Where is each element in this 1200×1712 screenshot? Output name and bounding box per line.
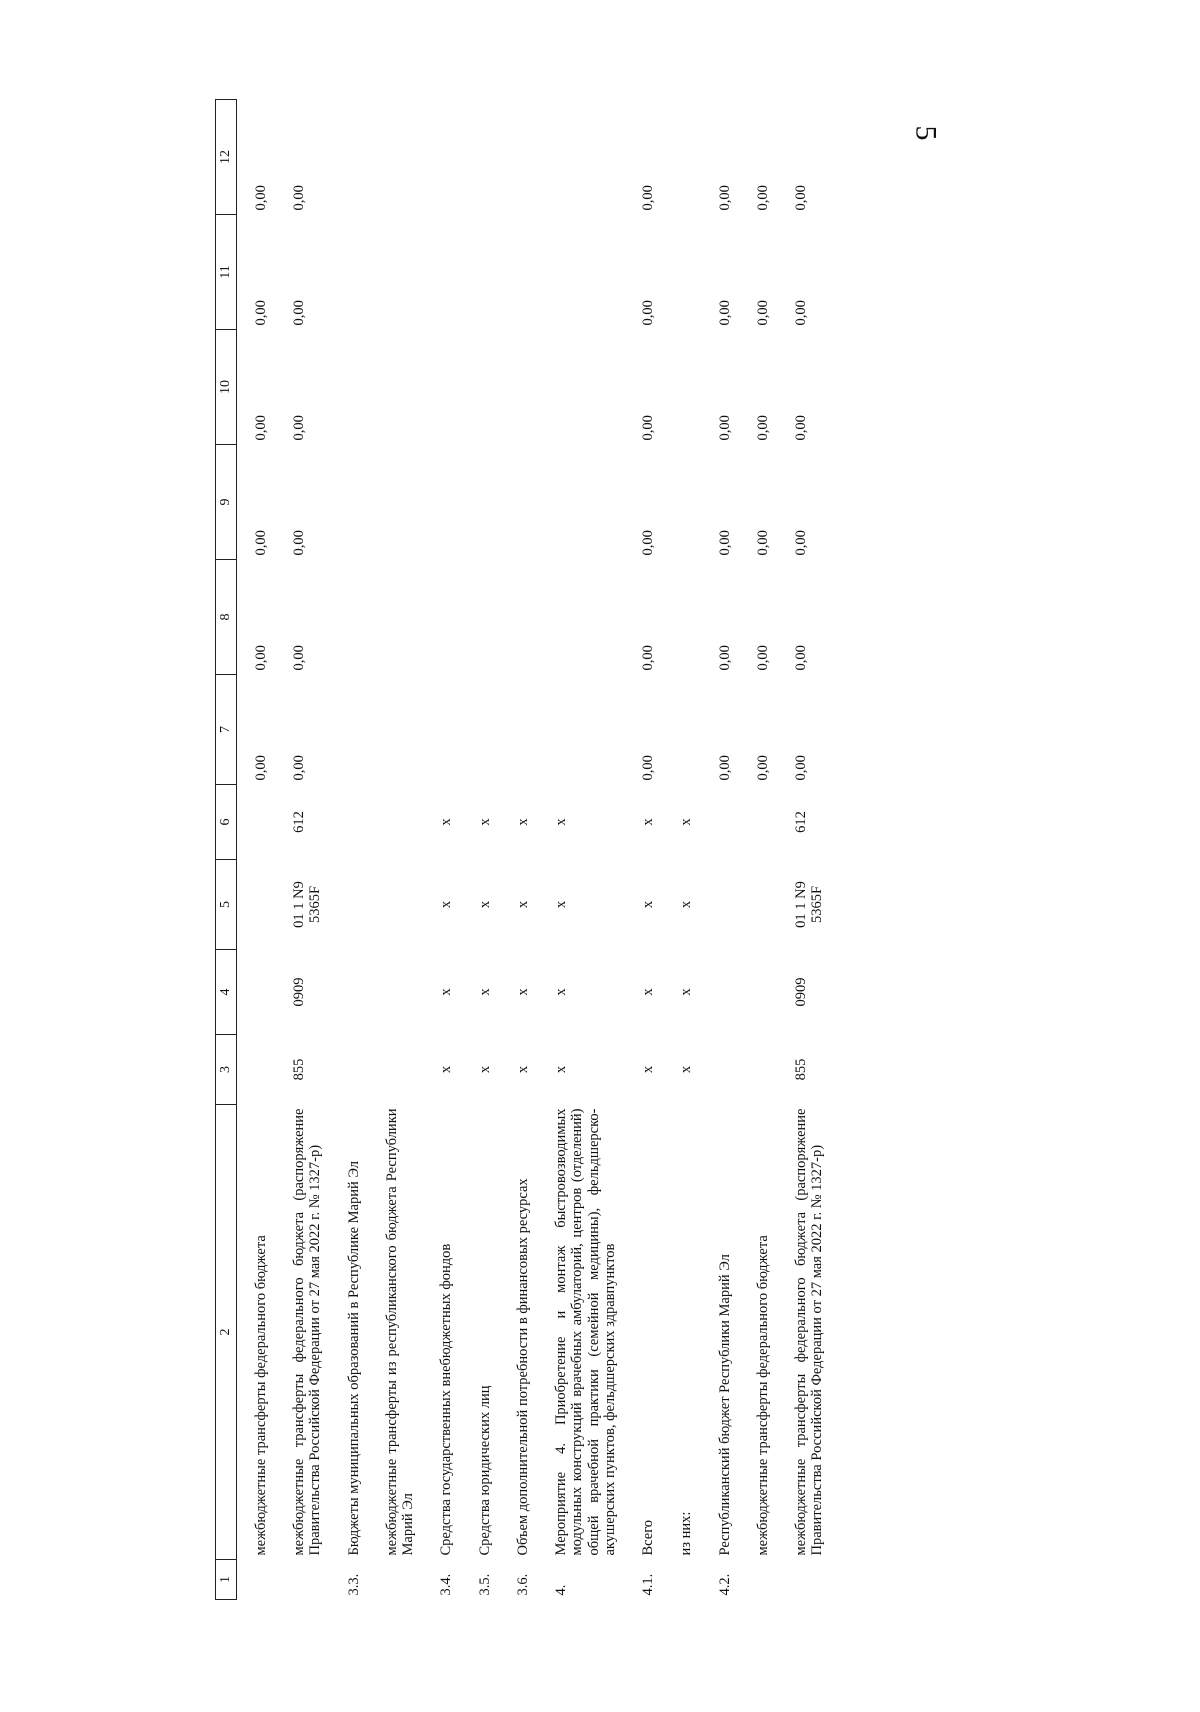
table-row (275, 100, 329, 1600)
code-cell-5 (368, 860, 422, 950)
table-body (237, 100, 832, 1600)
value-cell-9 (499, 445, 537, 560)
code-cell-6: х (514, 818, 531, 826)
value-cell-8 (461, 560, 499, 675)
code-cell-3: х (514, 1065, 531, 1074)
row-description-cell: межбюджетные трансферты федерального бюджета (754, 1235, 771, 1556)
value-cell-8 (330, 560, 368, 675)
value-cell-10 (537, 330, 624, 445)
row-description-cell: межбюджетные трансферты из республиканского бюджета Республики Марий Эл (383, 1108, 417, 1556)
row-description-cell: межбюджетные трансферты федерального бюджета (распоряжение Правительства Российской Федерации от 27 мая 2022 г. № 1327-р) (291, 1108, 324, 1556)
value-cell-8 (537, 560, 624, 675)
value-cell-12: 0,00 (754, 185, 771, 211)
value-cell-9 (422, 445, 460, 560)
value-cell-12 (368, 100, 422, 215)
code-cell-3 (237, 1035, 276, 1105)
value-cell-8: 0,00 (253, 645, 269, 671)
value-cell-12: 0,00 (253, 185, 269, 211)
value-cell-12 (330, 100, 368, 215)
table-row (237, 100, 276, 1600)
value-cell-11 (368, 215, 422, 330)
value-cell-10: 0,00 (792, 415, 809, 441)
value-cell-11 (461, 215, 499, 330)
row-description-cell: Мероприятие 4. Приобретение и монтаж быстровозводимых модульных конструкций врачебных амбулаторий, центров (отделений) общей врачебной практики (семейной медицины), фельдшерско-акушерских пунктов, фельдшерских здравпунктов (553, 1108, 618, 1556)
col-header: 2 (216, 1105, 237, 1560)
row-description-cell: из них: (678, 1511, 695, 1556)
value-cell-8: 0,00 (640, 645, 657, 671)
value-cell-8: 0,00 (792, 645, 809, 671)
code-cell-5: х (438, 900, 455, 909)
table-row (537, 100, 624, 1600)
code-cell-3 (368, 1035, 422, 1105)
code-cell-5: 01 1 N9 5365F (792, 881, 826, 928)
code-cell-5: 01 1 N9 5365F (291, 881, 324, 928)
row-number-cell (777, 1560, 831, 1600)
value-cell-9 (537, 445, 624, 560)
value-cell-11 (422, 215, 460, 330)
col-header: 7 (216, 675, 237, 785)
value-cell-12 (499, 100, 537, 215)
value-cell-7: 0,00 (792, 755, 809, 781)
row-description-cell: Средства юридических лиц (476, 1385, 493, 1556)
value-cell-8 (422, 560, 460, 675)
value-cell-12 (461, 100, 499, 215)
value-cell-12: 0,00 (716, 185, 733, 211)
code-cell-6: х (438, 818, 455, 826)
table-row (368, 100, 422, 1600)
code-cell-3 (739, 1035, 777, 1105)
code-cell-3: 855 (291, 1058, 308, 1081)
col-header: 4 (216, 950, 237, 1035)
code-cell-4: х (476, 988, 493, 996)
col-header: 5 (216, 860, 237, 950)
row-number-cell: 3.5. (476, 1573, 493, 1596)
col-header: 11 (216, 215, 237, 330)
row-number-cell (275, 1560, 329, 1600)
row-number-cell (368, 1560, 422, 1600)
value-cell-9: 0,00 (640, 530, 657, 556)
code-cell-6 (739, 785, 777, 860)
code-cell-6 (368, 785, 422, 860)
value-cell-10: 0,00 (754, 415, 771, 441)
value-cell-7: 0,00 (291, 755, 308, 781)
value-cell-10 (368, 330, 422, 445)
code-cell-5: х (476, 900, 493, 909)
value-cell-11 (662, 215, 700, 330)
row-description-cell: Средства государственных внебюджетных фондов (438, 1243, 455, 1556)
value-cell-11: 0,00 (253, 300, 269, 326)
code-cell-5 (701, 860, 739, 950)
code-cell-5: х (553, 900, 570, 909)
code-cell-6: х (476, 818, 493, 826)
row-number-cell: 3.6. (514, 1573, 531, 1596)
value-cell-10 (662, 330, 700, 445)
row-number-cell (739, 1560, 777, 1600)
value-cell-7 (461, 675, 499, 785)
code-cell-5: х (514, 900, 531, 909)
value-cell-12 (662, 100, 700, 215)
value-cell-9: 0,00 (291, 530, 308, 556)
value-cell-7 (368, 675, 422, 785)
value-cell-7 (422, 675, 460, 785)
value-cell-9: 0,00 (754, 530, 771, 556)
row-number-cell: 3.3. (345, 1573, 362, 1596)
value-cell-12: 0,00 (291, 185, 308, 211)
value-cell-10 (422, 330, 460, 445)
value-cell-9 (461, 445, 499, 560)
value-cell-12 (537, 100, 624, 215)
row-description-cell: Объем дополнительной потребности в финансовых ресурсах (514, 1178, 531, 1556)
table-row (422, 100, 460, 1600)
col-header: 8 (216, 560, 237, 675)
code-cell-3: х (640, 1065, 657, 1074)
value-cell-10 (499, 330, 537, 445)
table-row (461, 100, 499, 1600)
code-cell-6 (330, 785, 368, 860)
value-cell-7 (330, 675, 368, 785)
value-cell-9 (368, 445, 422, 560)
row-description-cell: Всего (640, 1519, 657, 1556)
code-cell-4: х (514, 988, 531, 996)
code-cell-6 (701, 785, 739, 860)
table-row (624, 100, 662, 1600)
value-cell-10 (330, 330, 368, 445)
budget-table-sheet (215, 100, 1035, 1600)
value-cell-9: 0,00 (253, 530, 269, 556)
code-cell-4 (701, 950, 739, 1035)
row-number-cell: 3.4. (438, 1573, 455, 1596)
code-cell-6: х (640, 818, 657, 826)
value-cell-11 (537, 215, 624, 330)
row-number-cell: 4.1. (640, 1573, 657, 1596)
table-row (777, 100, 831, 1600)
code-cell-6: х (678, 818, 695, 826)
row-description-cell: Бюджеты муниципальных образований в Республике Марий Эл (345, 1161, 362, 1556)
value-cell-11: 0,00 (640, 300, 657, 326)
value-cell-12 (422, 100, 460, 215)
value-cell-10: 0,00 (640, 415, 657, 441)
col-header: 1 (216, 1560, 237, 1600)
value-cell-9 (662, 445, 700, 560)
row-number-cell (662, 1560, 700, 1600)
code-cell-4: 0909 (792, 977, 809, 1007)
table-row (499, 100, 537, 1600)
code-cell-3: х (678, 1065, 695, 1074)
code-cell-5: х (640, 900, 657, 909)
code-cell-3: х (438, 1065, 455, 1074)
value-cell-8 (368, 560, 422, 675)
code-cell-5: х (678, 900, 695, 909)
row-description-cell: Республиканский бюджет Республики Марий Эл (716, 1254, 733, 1556)
code-cell-6: 612 (291, 811, 308, 833)
value-cell-10: 0,00 (716, 415, 733, 441)
code-cell-4 (739, 950, 777, 1035)
value-cell-11 (499, 215, 537, 330)
header-row (216, 100, 237, 1600)
value-cell-7: 0,00 (640, 755, 657, 781)
code-cell-5 (330, 860, 368, 950)
row-number-cell (237, 1560, 276, 1600)
code-cell-4 (237, 950, 276, 1035)
col-header: 3 (216, 1035, 237, 1105)
row-description-cell: межбюджетные трансферты федерального бюджета (253, 1235, 269, 1556)
value-cell-7 (537, 675, 624, 785)
value-cell-11 (330, 215, 368, 330)
value-cell-10: 0,00 (253, 415, 269, 441)
code-cell-3: х (553, 1065, 570, 1074)
col-header: 10 (216, 330, 237, 445)
value-cell-11: 0,00 (754, 300, 771, 326)
value-cell-10: 0,00 (291, 415, 308, 441)
table-row (739, 100, 777, 1600)
code-cell-5 (739, 860, 777, 950)
code-cell-4 (368, 950, 422, 1035)
col-header: 6 (216, 785, 237, 860)
value-cell-7 (662, 675, 700, 785)
code-cell-4: 0909 (291, 977, 308, 1007)
value-cell-8: 0,00 (754, 645, 771, 671)
value-cell-11: 0,00 (792, 300, 809, 326)
code-cell-6: х (553, 818, 570, 826)
value-cell-9: 0,00 (792, 530, 809, 556)
table-row (662, 100, 700, 1600)
row-number-cell: 4.2. (716, 1573, 733, 1596)
code-cell-5 (237, 860, 276, 950)
value-cell-7 (499, 675, 537, 785)
code-cell-4 (330, 950, 368, 1035)
code-cell-3: х (476, 1065, 493, 1074)
value-cell-11: 0,00 (716, 300, 733, 326)
code-cell-4: х (640, 988, 657, 996)
value-cell-9: 0,00 (716, 530, 733, 556)
value-cell-7: 0,00 (754, 755, 771, 781)
col-header: 9 (216, 445, 237, 560)
value-cell-7: 0,00 (253, 755, 269, 781)
value-cell-7: 0,00 (716, 755, 733, 781)
value-cell-8: 0,00 (291, 645, 308, 671)
row-number-cell: 4. (553, 1584, 570, 1596)
code-cell-3 (701, 1035, 739, 1105)
value-cell-8 (662, 560, 700, 675)
table-row (330, 100, 368, 1600)
value-cell-8 (499, 560, 537, 675)
code-cell-4: х (553, 988, 570, 996)
page-number: 5 (909, 125, 943, 141)
value-cell-12: 0,00 (792, 185, 809, 211)
code-cell-6: 612 (792, 811, 809, 833)
value-cell-10 (461, 330, 499, 445)
row-description-cell: межбюджетные трансферты федерального бюджета (распоряжение Правительства Российской Федерации от 27 мая 2022 г. № 1327-р) (792, 1108, 826, 1556)
budget-table (215, 99, 831, 1600)
value-cell-12: 0,00 (640, 185, 657, 211)
col-header: 12 (216, 100, 237, 215)
code-cell-3 (330, 1035, 368, 1105)
code-cell-4: х (438, 988, 455, 996)
table-row (701, 100, 739, 1600)
code-cell-3: 855 (792, 1058, 809, 1081)
value-cell-8: 0,00 (716, 645, 733, 671)
value-cell-11: 0,00 (291, 300, 308, 326)
code-cell-6 (237, 785, 276, 860)
value-cell-9 (330, 445, 368, 560)
code-cell-4: х (678, 988, 695, 996)
